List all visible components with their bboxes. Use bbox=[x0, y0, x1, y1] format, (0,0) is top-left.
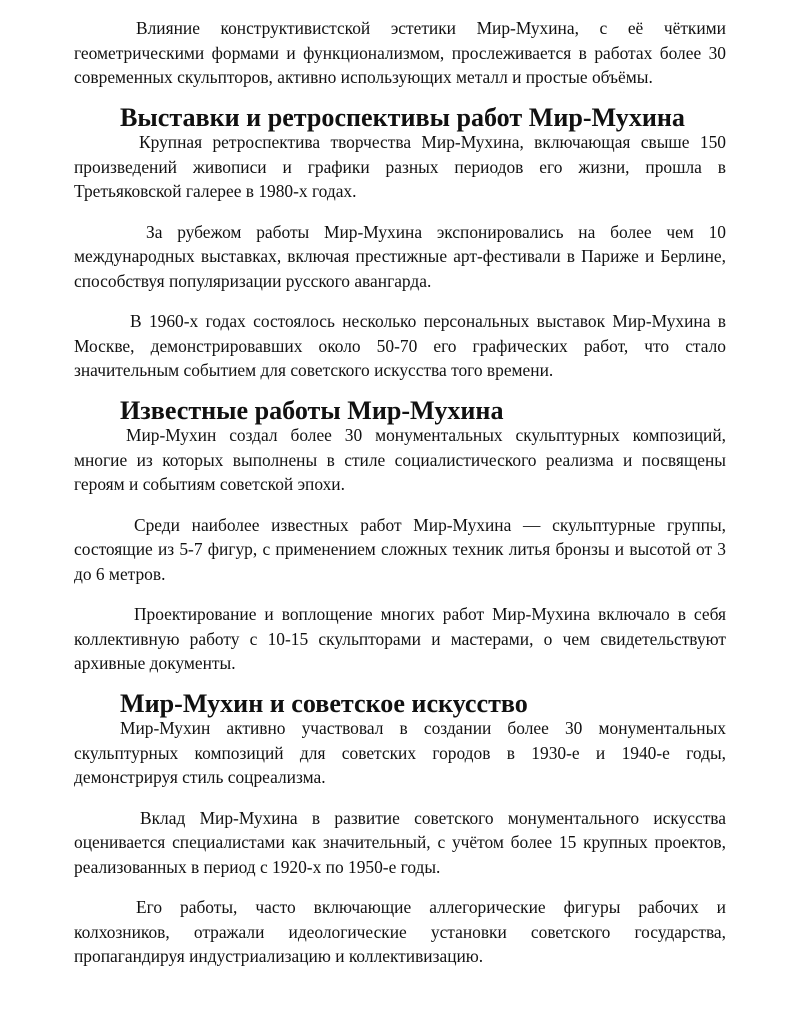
paragraph: Мир-Мухин активно участвовал в создании более 30 монументальных скульптурных композиций для советских городов в 1930-е и 1940-е годы, демонстрируя стиль соцреализма. bbox=[74, 718, 726, 787]
paragraph: Крупная ретроспектива творчества Мир-Мухина, включающая свыше 150 произведений живописи и графики разных периодов его жизни, прошла в Третьяковской галерее в 1980-х годах. bbox=[74, 132, 726, 201]
section-heading: Мир-Мухин и советское искусство bbox=[120, 688, 528, 718]
paragraph: За рубежом работы Мир-Мухина экспонировались на более чем 10 международных выставках, включая престижные арт-фестивали в Париже и Берлине, способствуя популяризации русского авангарда. bbox=[74, 221, 726, 291]
section-exhibitions bbox=[74, 102, 726, 383]
section-famous-works bbox=[74, 395, 726, 676]
paragraph: Проектирование и воплощение многих работ Мир-Мухина включало в себя коллективную работу с 10-15 скульпторами и мастерами, о чем свидетельствуют архивные документы. bbox=[74, 604, 726, 673]
paragraph: Его работы, часто включающие аллегорические фигуры рабочих и колхозников, отражали идеологические установки советского государства, пропагандируя индустриализацию и коллективизацию. bbox=[74, 897, 726, 966]
paragraph: В 1960-х годах состоялось несколько персональных выставок Мир-Мухина в Москве, демонстрировавших около 50-70 его графических работ, что стало значительным событием для советского искусства того времени. bbox=[74, 311, 726, 380]
section-heading: Выставки и ретроспективы работ Мир-Мухина bbox=[120, 102, 685, 132]
section-heading: Известные работы Мир-Мухина bbox=[120, 395, 504, 425]
intro-paragraph: Влияние конструктивистской эстетики Мир-Мухина, с её чёткими геометрическими формами и функционализмом, прослеживается в работах более 30 современных скульпторов, активно использующих металл и простые объёмы. bbox=[74, 18, 726, 87]
document-page bbox=[74, 16, 726, 985]
section-soviet-art bbox=[74, 688, 726, 969]
paragraph: Вклад Мир-Мухина в развитие советского монументального искусства оценивается специалистами как значительный, с учётом более 15 крупных проектов, реализованных в период с 1920-х по 1950-е годы. bbox=[74, 807, 726, 877]
paragraph: Мир-Мухин создал более 30 монументальных скульптурных композиций, многие из которых выполнены в стиле социалистического реализма и посвящены героям и событиям советской эпохи. bbox=[74, 425, 726, 494]
paragraph: Среди наиболее известных работ Мир-Мухина — скульптурные группы, состоящие из 5-7 фигур, с применением сложных техник литья бронзы и высотой от 3 до 6 метров. bbox=[74, 514, 726, 584]
